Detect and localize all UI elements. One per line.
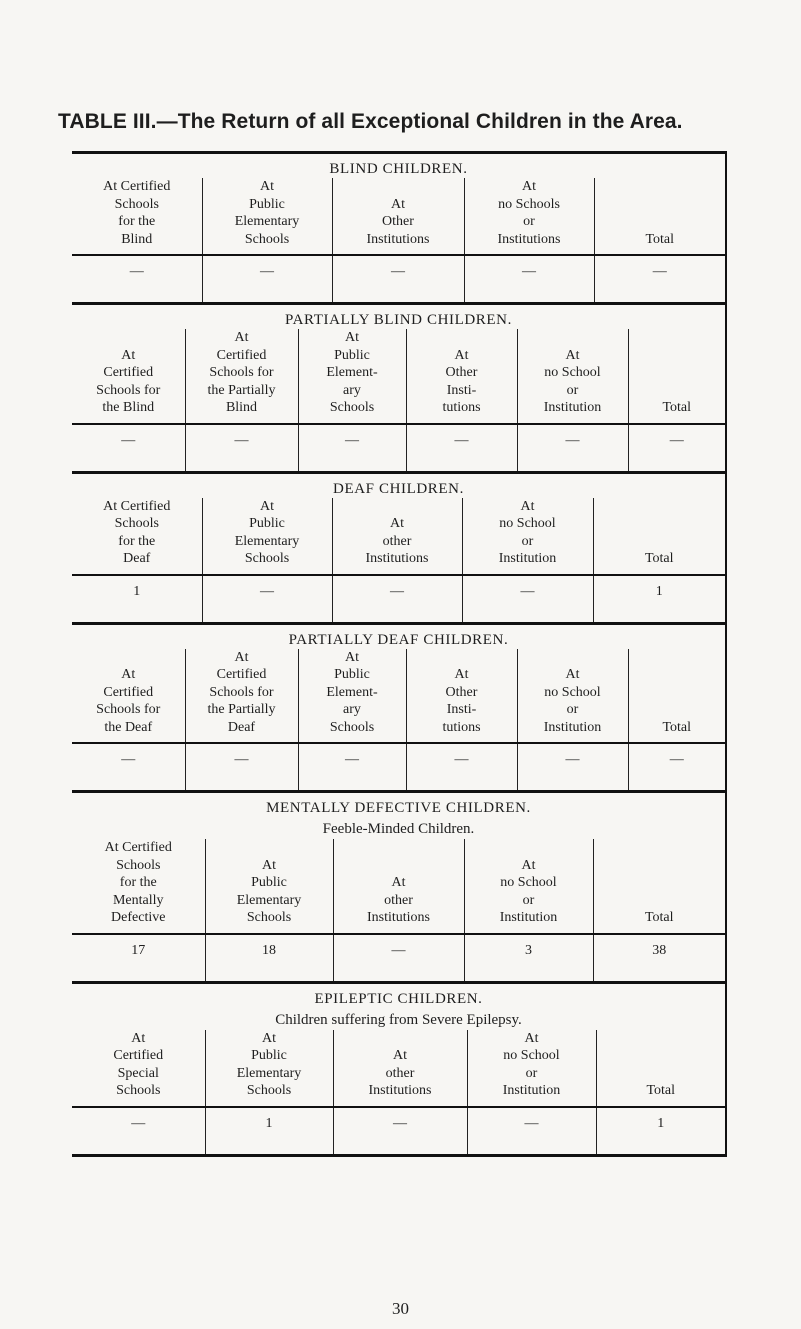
column-header-line: Schools bbox=[116, 1083, 161, 1098]
value-cell: — bbox=[333, 934, 464, 981]
column-header-line: tutions bbox=[442, 400, 481, 415]
column-header-row bbox=[72, 178, 725, 255]
column-header-line: Schools bbox=[114, 516, 159, 531]
column-header-line: Public bbox=[249, 516, 285, 531]
column-header-line: Total bbox=[644, 551, 674, 566]
column-header-line: Other bbox=[382, 214, 414, 229]
column-header-line: Schools for bbox=[96, 382, 161, 398]
column-header bbox=[202, 498, 332, 575]
column-header-line: Total bbox=[646, 1083, 676, 1098]
column-header-line: the Deaf bbox=[104, 719, 153, 735]
column-header-line: At Certified bbox=[103, 498, 171, 514]
column-header bbox=[517, 329, 628, 424]
column-header bbox=[593, 839, 725, 934]
section-title: BLIND CHILDREN. bbox=[329, 161, 468, 177]
returns-table bbox=[72, 151, 727, 1157]
column-header-line: Certified bbox=[216, 667, 267, 682]
column-header-line: no School bbox=[500, 875, 557, 890]
values-row bbox=[72, 255, 725, 302]
column-header-line: Institution bbox=[499, 910, 558, 925]
column-header-line: Mentally bbox=[112, 892, 164, 908]
column-header-line: tutions bbox=[442, 719, 481, 735]
section-table bbox=[72, 1030, 725, 1154]
column-header-line: Total bbox=[645, 231, 675, 247]
column-header-line: Schools for bbox=[209, 365, 274, 380]
column-header-line: Certified bbox=[113, 1048, 164, 1063]
values-row bbox=[72, 934, 725, 981]
value-cell: — bbox=[72, 255, 202, 302]
column-header-line: no School bbox=[503, 1048, 560, 1063]
column-header-line: the Partially bbox=[207, 382, 276, 398]
column-header-line: Blind bbox=[121, 231, 153, 247]
column-header-line: Blind bbox=[225, 400, 258, 415]
column-header-line: At bbox=[260, 498, 274, 514]
column-header-line: Elementary bbox=[236, 1065, 302, 1081]
value-cell: — bbox=[72, 424, 185, 471]
column-header-line: Certified bbox=[216, 347, 267, 363]
values-row bbox=[72, 424, 725, 471]
column-header-line: At bbox=[234, 330, 249, 345]
value-cell: — bbox=[517, 424, 628, 471]
column-header-line: Insti- bbox=[446, 382, 477, 398]
column-header-line: or bbox=[566, 382, 579, 398]
column-header-line: At bbox=[121, 667, 136, 682]
value-cell: — bbox=[72, 743, 185, 790]
column-header-line: At bbox=[121, 347, 136, 363]
column-header bbox=[72, 498, 202, 575]
value-cell: 18 bbox=[205, 934, 333, 981]
column-header bbox=[72, 649, 185, 744]
column-header bbox=[406, 649, 517, 744]
column-header-line: At bbox=[393, 1048, 407, 1063]
value-cell: — bbox=[202, 255, 332, 302]
column-header-line: Institution bbox=[498, 551, 557, 566]
section-table bbox=[72, 329, 725, 471]
column-header bbox=[462, 498, 593, 575]
column-header-line: Defective bbox=[111, 910, 166, 925]
column-header-line: Institutions bbox=[368, 1083, 432, 1098]
column-header-line: At bbox=[524, 1030, 539, 1046]
section-title: DEAF CHILDREN. bbox=[333, 480, 464, 497]
value-cell: — bbox=[594, 255, 725, 302]
column-header-line: At bbox=[262, 1030, 276, 1046]
column-header-line: Certified bbox=[103, 684, 154, 700]
value-cell: 1 bbox=[593, 575, 725, 622]
column-header bbox=[464, 178, 594, 255]
section-title: PARTIALLY DEAF CHILDREN. bbox=[288, 631, 509, 648]
column-header bbox=[332, 178, 464, 255]
column-header-line: no Schools bbox=[498, 196, 560, 212]
value-cell: — bbox=[406, 424, 517, 471]
column-header bbox=[628, 329, 725, 424]
column-header-line: At bbox=[565, 347, 580, 363]
column-header bbox=[332, 498, 462, 575]
section-partially-deaf-children bbox=[72, 625, 725, 794]
section-table bbox=[72, 649, 725, 791]
column-header-line: Institutions bbox=[365, 551, 429, 566]
column-header bbox=[594, 178, 725, 255]
column-header-line: Institutions bbox=[366, 231, 430, 247]
column-header-line: At bbox=[520, 498, 535, 514]
column-header-row bbox=[72, 649, 725, 744]
column-header-line: Other bbox=[445, 365, 478, 380]
column-header bbox=[205, 839, 333, 934]
section-subtitle: Feeble-Minded Children. bbox=[322, 821, 475, 837]
column-header-line: or bbox=[566, 702, 579, 717]
column-header-line: Certified bbox=[103, 365, 154, 380]
column-header-line: Schools bbox=[246, 910, 292, 925]
column-header-line: or bbox=[521, 533, 534, 549]
column-header bbox=[467, 1030, 596, 1107]
section-epileptic-children bbox=[72, 984, 725, 1154]
value-cell: — bbox=[298, 743, 406, 790]
value-cell: — bbox=[462, 575, 593, 622]
value-cell: — bbox=[406, 743, 517, 790]
column-header bbox=[593, 498, 725, 575]
value-cell: 1 bbox=[596, 1107, 725, 1154]
column-header-line: At bbox=[234, 649, 249, 665]
value-cell: 38 bbox=[593, 934, 725, 981]
column-header-line: ary bbox=[343, 702, 361, 717]
column-header-line: Total bbox=[662, 719, 692, 735]
column-header bbox=[406, 329, 517, 424]
value-cell: 1 bbox=[205, 1107, 333, 1154]
column-header-line: Other bbox=[445, 684, 478, 700]
section-subtitle: Children suffering from Severe Epilepsy. bbox=[275, 1011, 522, 1028]
column-header-line: Institution bbox=[543, 400, 602, 415]
column-header bbox=[596, 1030, 725, 1107]
values-row bbox=[72, 575, 725, 622]
value-cell: — bbox=[333, 1107, 467, 1154]
section-title: MENTALLY DEFECTIVE CHILDREN. bbox=[266, 800, 531, 816]
column-header-line: or bbox=[522, 892, 535, 908]
value-cell: — bbox=[517, 743, 628, 790]
column-header-line: Public bbox=[249, 196, 285, 212]
column-header-line: the Partially bbox=[207, 702, 276, 717]
column-header-line: Schools bbox=[244, 231, 290, 247]
column-header-row bbox=[72, 839, 725, 934]
column-header-line: other bbox=[384, 892, 413, 908]
section-title: EPILEPTIC CHILDREN. bbox=[314, 990, 483, 1007]
column-header-line: Elementary bbox=[236, 892, 302, 908]
column-header-line: Public bbox=[251, 875, 287, 890]
column-header-line: At bbox=[454, 667, 469, 682]
value-cell: — bbox=[185, 743, 298, 790]
value-cell: — bbox=[332, 255, 464, 302]
column-header bbox=[205, 1030, 333, 1107]
column-header-line: no School bbox=[544, 684, 601, 700]
column-header-line: At Certified bbox=[104, 840, 172, 855]
column-header-line: Schools bbox=[116, 857, 161, 873]
column-header bbox=[185, 649, 298, 744]
column-header-line: Public bbox=[334, 347, 370, 363]
column-header-line: At bbox=[565, 667, 580, 682]
column-header-line: or bbox=[525, 1065, 538, 1081]
column-header-line: for the bbox=[118, 214, 156, 229]
column-header-line: the Blind bbox=[102, 400, 155, 415]
value-cell: 17 bbox=[72, 934, 205, 981]
column-header-line: Institutions bbox=[497, 231, 561, 247]
column-header-line: At bbox=[522, 179, 536, 194]
value-cell: — bbox=[464, 255, 594, 302]
column-header-line: Schools for bbox=[96, 702, 161, 717]
value-cell: — bbox=[628, 424, 725, 471]
column-header-line: Elementary bbox=[234, 533, 300, 549]
column-header bbox=[202, 178, 332, 255]
column-header-line: Element- bbox=[326, 684, 378, 700]
section-title: PARTIALLY BLIND CHILDREN. bbox=[285, 312, 512, 328]
column-header-line: Deaf bbox=[227, 719, 256, 735]
column-header-line: Total bbox=[662, 400, 692, 415]
page-number: 30 bbox=[392, 1299, 409, 1318]
column-header-line: for the bbox=[118, 533, 156, 549]
column-header-line: Institutions bbox=[366, 910, 430, 925]
values-row bbox=[72, 1107, 725, 1154]
column-header-line: no School bbox=[544, 365, 601, 380]
column-header-line: Element- bbox=[326, 365, 378, 380]
column-header-line: Institution bbox=[502, 1083, 561, 1098]
column-header bbox=[298, 329, 406, 424]
column-header-line: Elementary bbox=[234, 214, 300, 229]
column-header-line: Insti- bbox=[446, 702, 477, 717]
column-header-line: At bbox=[454, 347, 469, 363]
column-header-line: or bbox=[523, 214, 535, 229]
value-cell: — bbox=[298, 424, 406, 471]
column-header bbox=[628, 649, 725, 744]
value-cell: — bbox=[332, 575, 462, 622]
section-blind-children bbox=[72, 154, 725, 305]
column-header-line: At bbox=[521, 857, 536, 873]
column-header-line: ary bbox=[343, 382, 361, 398]
value-cell: — bbox=[185, 424, 298, 471]
column-header bbox=[517, 649, 628, 744]
column-header-line: other bbox=[385, 1065, 415, 1081]
section-partially-blind-children bbox=[72, 305, 725, 474]
value-cell: 1 bbox=[72, 575, 202, 622]
column-header-line: Schools bbox=[244, 551, 290, 566]
value-cell: — bbox=[72, 1107, 205, 1154]
column-header-line: At bbox=[391, 196, 405, 212]
section-table bbox=[72, 178, 725, 302]
column-header-line: At bbox=[345, 330, 359, 345]
column-header-line: for the bbox=[119, 875, 157, 890]
column-header bbox=[185, 329, 298, 424]
column-header-row bbox=[72, 329, 725, 424]
page-title: TABLE III.—The Return of all Exceptional Children in the Area. bbox=[58, 110, 683, 133]
column-header-line: Schools for bbox=[209, 684, 274, 700]
column-header-line: At bbox=[345, 649, 359, 665]
column-header-line: Schools bbox=[329, 400, 375, 415]
column-header-row bbox=[72, 498, 725, 575]
column-header-line: Public bbox=[334, 667, 370, 682]
column-header-line: Schools bbox=[246, 1083, 292, 1098]
value-cell: — bbox=[628, 743, 725, 790]
column-header-line: Public bbox=[251, 1048, 287, 1063]
column-header bbox=[333, 1030, 467, 1107]
column-header-line: Schools bbox=[114, 196, 159, 212]
column-header-line: At bbox=[131, 1030, 146, 1046]
column-header-line: At bbox=[390, 516, 404, 531]
section-table bbox=[72, 839, 725, 981]
section-mentally-defective-children bbox=[72, 793, 725, 984]
column-header bbox=[464, 839, 593, 934]
column-header-line: At Certified bbox=[103, 179, 171, 194]
column-header-line: At bbox=[391, 875, 406, 890]
column-header bbox=[298, 649, 406, 744]
column-header-line: At bbox=[260, 179, 274, 194]
value-cell: — bbox=[467, 1107, 596, 1154]
section-table bbox=[72, 498, 725, 622]
column-header bbox=[72, 329, 185, 424]
column-header bbox=[333, 839, 464, 934]
section-deaf-children bbox=[72, 474, 725, 625]
values-row bbox=[72, 743, 725, 790]
column-header-line: Deaf bbox=[123, 551, 151, 566]
column-header bbox=[72, 839, 205, 934]
column-header bbox=[72, 178, 202, 255]
column-header bbox=[72, 1030, 205, 1107]
value-cell: 3 bbox=[464, 934, 593, 981]
column-header-line: Special bbox=[117, 1065, 159, 1081]
column-header-line: Schools bbox=[329, 719, 375, 735]
column-header-line: other bbox=[382, 533, 412, 549]
column-header-line: no School bbox=[499, 516, 556, 531]
value-cell: — bbox=[202, 575, 332, 622]
column-header-line: Total bbox=[644, 910, 674, 925]
column-header-line: At bbox=[262, 857, 276, 873]
column-header-line: Institution bbox=[543, 719, 602, 735]
column-header-row bbox=[72, 1030, 725, 1107]
